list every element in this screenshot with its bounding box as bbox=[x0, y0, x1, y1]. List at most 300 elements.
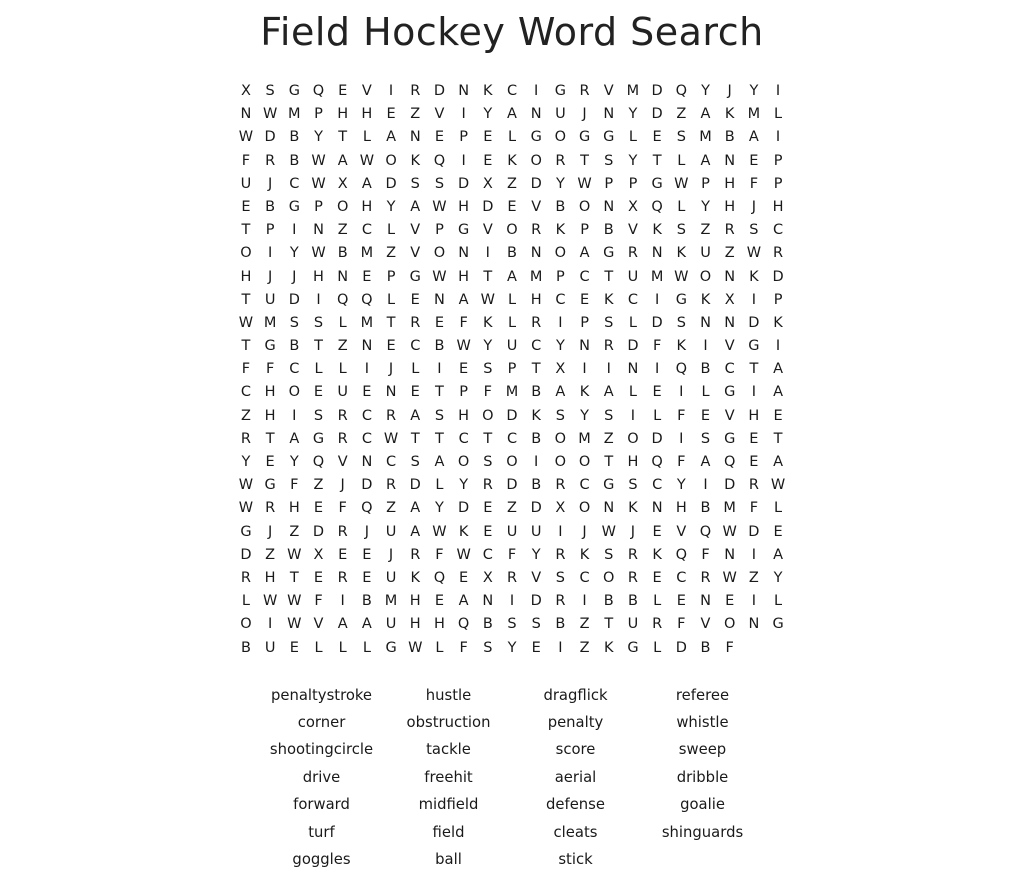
grid-letter[interactable]: L bbox=[507, 314, 517, 331]
grid-letter[interactable]: C bbox=[289, 361, 300, 378]
grid-letter[interactable]: H bbox=[530, 291, 542, 308]
grid-letter[interactable]: S bbox=[676, 129, 686, 146]
word-list-item[interactable]: whistle bbox=[676, 714, 729, 732]
grid-letter[interactable]: Y bbox=[749, 83, 759, 99]
grid-letter[interactable]: F bbox=[435, 546, 444, 563]
grid-letter[interactable]: N bbox=[579, 338, 590, 355]
grid-letter[interactable]: W bbox=[238, 477, 254, 494]
grid-letter[interactable]: K bbox=[531, 407, 541, 424]
grid-letter[interactable]: F bbox=[459, 639, 468, 656]
grid-letter[interactable]: S bbox=[628, 477, 638, 494]
grid-letter[interactable]: W bbox=[722, 523, 737, 540]
grid-letter[interactable]: K bbox=[579, 546, 590, 563]
grid-letter[interactable]: E bbox=[700, 407, 711, 424]
grid-letter[interactable]: H bbox=[433, 616, 445, 633]
word-list-item[interactable]: tackle bbox=[426, 741, 471, 759]
grid-letter[interactable]: Z bbox=[289, 523, 300, 540]
grid-letter[interactable]: E bbox=[410, 291, 420, 308]
grid-letter[interactable]: Y bbox=[676, 477, 686, 494]
grid-letter[interactable]: F bbox=[749, 175, 759, 192]
grid-letter[interactable]: E bbox=[289, 639, 299, 656]
grid-letter[interactable]: W bbox=[601, 523, 616, 540]
grid-letter[interactable]: N bbox=[603, 198, 615, 215]
grid-letter[interactable]: C bbox=[458, 430, 469, 447]
grid-letter[interactable]: W bbox=[480, 291, 495, 308]
grid-letter[interactable]: E bbox=[459, 569, 469, 586]
word-list-item[interactable]: score bbox=[555, 741, 596, 759]
grid-letter[interactable]: W bbox=[383, 430, 399, 447]
grid-letter[interactable]: H bbox=[264, 384, 276, 401]
grid-letter[interactable]: D bbox=[651, 430, 663, 447]
grid-letter[interactable]: I bbox=[437, 361, 442, 378]
grid-letter[interactable]: H bbox=[240, 268, 252, 285]
grid-letter[interactable]: A bbox=[289, 430, 300, 447]
grid-letter[interactable]: I bbox=[461, 106, 466, 123]
grid-letter[interactable]: G bbox=[724, 430, 736, 447]
grid-letter[interactable]: O bbox=[554, 129, 567, 146]
grid-letter[interactable]: T bbox=[604, 616, 614, 633]
grid-letter[interactable]: D bbox=[264, 129, 276, 146]
grid-letter[interactable]: D bbox=[433, 83, 446, 99]
grid-letter[interactable]: O bbox=[506, 454, 518, 470]
grid-letter[interactable]: I bbox=[606, 361, 611, 378]
grid-letter[interactable]: O bbox=[530, 152, 542, 169]
grid-letter[interactable]: R bbox=[386, 477, 397, 494]
grid-letter[interactable]: M bbox=[360, 314, 374, 331]
grid-letter[interactable]: S bbox=[313, 314, 324, 331]
grid-letter[interactable]: X bbox=[724, 291, 735, 308]
grid-letter[interactable]: Z bbox=[579, 639, 590, 656]
grid-letter[interactable]: D bbox=[724, 477, 736, 494]
grid-letter[interactable]: Q bbox=[457, 616, 470, 633]
grid-letter[interactable]: I bbox=[340, 593, 345, 610]
grid-letter[interactable]: R bbox=[240, 569, 251, 586]
grid-letter[interactable]: Z bbox=[337, 222, 348, 239]
grid-letter[interactable]: D bbox=[361, 477, 373, 494]
grid-letter[interactable]: K bbox=[603, 291, 614, 308]
grid-letter[interactable]: K bbox=[410, 569, 420, 586]
grid-letter[interactable]: E bbox=[773, 407, 783, 424]
grid-letter[interactable]: L bbox=[507, 291, 517, 308]
grid-letter[interactable]: W bbox=[432, 523, 447, 540]
grid-letter[interactable]: T bbox=[410, 430, 420, 447]
grid-letter[interactable]: A bbox=[773, 361, 784, 378]
grid-letter[interactable]: A bbox=[361, 175, 372, 192]
grid-letter[interactable]: E bbox=[483, 500, 493, 517]
grid-letter[interactable]: A bbox=[773, 546, 784, 563]
grid-letter[interactable]: D bbox=[772, 268, 784, 285]
grid-letter[interactable]: T bbox=[241, 222, 251, 239]
grid-letter[interactable]: Q bbox=[675, 361, 688, 378]
grid-letter[interactable]: G bbox=[748, 338, 760, 355]
grid-letter[interactable]: A bbox=[748, 129, 759, 146]
grid-letter[interactable]: O bbox=[506, 222, 518, 239]
grid-letter[interactable]: N bbox=[434, 291, 445, 308]
grid-letter[interactable]: F bbox=[338, 500, 347, 517]
grid-letter[interactable]: G bbox=[578, 129, 591, 146]
grid-letter[interactable]: A bbox=[603, 384, 614, 401]
grid-letter[interactable]: G bbox=[264, 338, 276, 355]
grid-letter[interactable]: D bbox=[506, 477, 518, 494]
grid-letter[interactable]: T bbox=[483, 268, 493, 285]
grid-letter[interactable]: Z bbox=[748, 569, 759, 586]
grid-letter[interactable]: X bbox=[627, 198, 638, 215]
grid-letter[interactable]: W bbox=[432, 268, 447, 285]
grid-letter[interactable]: N bbox=[361, 338, 373, 355]
grid-letter[interactable]: K bbox=[749, 268, 759, 285]
grid-letter[interactable]: Y bbox=[531, 546, 541, 563]
grid-letter[interactable]: Z bbox=[603, 430, 614, 447]
grid-letter[interactable]: L bbox=[435, 477, 444, 494]
grid-letter[interactable]: C bbox=[386, 454, 397, 470]
grid-letter[interactable]: L bbox=[628, 384, 637, 401]
grid-letter[interactable]: Z bbox=[386, 245, 397, 262]
grid-letter[interactable]: U bbox=[530, 523, 542, 540]
grid-letter[interactable]: R bbox=[265, 152, 276, 169]
grid-letter[interactable]: D bbox=[748, 314, 760, 331]
grid-letter[interactable]: W bbox=[262, 593, 278, 610]
grid-letter[interactable]: P bbox=[773, 175, 783, 192]
grid-letter[interactable]: H bbox=[337, 106, 349, 123]
grid-letter[interactable]: R bbox=[337, 430, 348, 447]
grid-letter[interactable]: A bbox=[773, 384, 784, 401]
grid-letter[interactable]: I bbox=[316, 291, 321, 308]
grid-letter[interactable]: R bbox=[627, 546, 638, 563]
grid-letter[interactable]: P bbox=[507, 361, 517, 378]
grid-letter[interactable]: F bbox=[241, 361, 251, 378]
word-list-item[interactable]: penalty bbox=[547, 714, 604, 732]
grid-letter[interactable]: Q bbox=[433, 569, 446, 586]
word-list-item[interactable]: corner bbox=[297, 714, 346, 732]
grid-letter[interactable]: B bbox=[700, 500, 711, 517]
grid-letter[interactable]: C bbox=[240, 384, 251, 401]
grid-letter[interactable]: I bbox=[534, 454, 539, 470]
grid-letter[interactable]: C bbox=[289, 175, 300, 192]
grid-letter[interactable]: Y bbox=[483, 106, 493, 123]
grid-letter[interactable]: Z bbox=[724, 245, 735, 262]
grid-letter[interactable]: S bbox=[604, 546, 614, 563]
grid-letter[interactable]: P bbox=[314, 198, 323, 215]
grid-letter[interactable]: U bbox=[555, 106, 566, 123]
grid-letter[interactable]: K bbox=[724, 106, 735, 123]
grid-letter[interactable]: A bbox=[361, 616, 372, 633]
grid-letter[interactable]: E bbox=[749, 152, 759, 169]
grid-letter[interactable]: W bbox=[746, 245, 762, 262]
grid-letter[interactable]: T bbox=[241, 291, 251, 308]
grid-letter[interactable]: W bbox=[674, 175, 689, 192]
grid-letter[interactable]: K bbox=[676, 245, 687, 262]
grid-letter[interactable]: E bbox=[265, 454, 275, 470]
grid-letter[interactable]: L bbox=[411, 361, 420, 378]
grid-letter[interactable]: F bbox=[507, 546, 517, 563]
grid-letter[interactable]: D bbox=[748, 523, 760, 540]
grid-letter[interactable]: Y bbox=[314, 129, 323, 146]
grid-letter[interactable]: C bbox=[555, 291, 566, 308]
grid-letter[interactable]: J bbox=[267, 523, 273, 540]
grid-letter[interactable]: H bbox=[361, 198, 373, 215]
grid-letter[interactable]: Z bbox=[337, 338, 348, 355]
grid-letter[interactable]: A bbox=[434, 454, 445, 470]
grid-letter[interactable]: B bbox=[289, 129, 300, 146]
grid-letter[interactable]: P bbox=[628, 175, 638, 192]
grid-letter[interactable]: E bbox=[483, 152, 493, 169]
grid-letter[interactable]: I bbox=[751, 593, 757, 610]
grid-letter[interactable]: L bbox=[338, 639, 347, 656]
grid-letter[interactable]: U bbox=[264, 639, 276, 656]
grid-letter[interactable]: Z bbox=[240, 407, 251, 424]
grid-letter[interactable]: Q bbox=[433, 152, 446, 169]
grid-letter[interactable]: Y bbox=[773, 569, 783, 586]
grid-letter[interactable]: E bbox=[434, 593, 445, 610]
grid-letter[interactable]: E bbox=[725, 593, 735, 610]
grid-letter[interactable]: N bbox=[313, 222, 324, 239]
grid-letter[interactable]: V bbox=[337, 454, 348, 470]
grid-letter[interactable]: R bbox=[555, 593, 566, 610]
grid-letter[interactable]: E bbox=[386, 338, 396, 355]
word-list-item[interactable]: freehit bbox=[424, 768, 473, 786]
grid-letter[interactable]: Y bbox=[507, 639, 517, 656]
grid-letter[interactable]: C bbox=[361, 430, 372, 447]
grid-letter[interactable]: D bbox=[651, 314, 663, 331]
grid-letter[interactable]: W bbox=[262, 106, 278, 123]
grid-letter[interactable]: S bbox=[289, 314, 299, 331]
grid-letter[interactable]: F bbox=[483, 384, 492, 401]
word-list-item[interactable]: forward bbox=[293, 796, 350, 814]
grid-letter[interactable]: Q bbox=[651, 454, 663, 470]
grid-letter[interactable]: W bbox=[311, 175, 326, 192]
grid-letter[interactable]: Y bbox=[289, 245, 299, 262]
grid-letter[interactable]: I bbox=[364, 361, 370, 378]
grid-letter[interactable]: I bbox=[267, 616, 273, 633]
grid-letter[interactable]: T bbox=[773, 430, 783, 447]
grid-letter[interactable]: B bbox=[507, 245, 517, 262]
grid-letter[interactable]: U bbox=[385, 523, 397, 540]
grid-letter[interactable]: O bbox=[433, 245, 446, 262]
grid-letter[interactable]: W bbox=[287, 616, 302, 633]
grid-letter[interactable]: O bbox=[385, 152, 397, 169]
grid-letter[interactable]: I bbox=[292, 407, 297, 424]
grid-letter[interactable]: I bbox=[679, 384, 684, 401]
grid-letter[interactable]: I bbox=[751, 546, 757, 563]
grid-letter[interactable]: Q bbox=[675, 546, 688, 563]
grid-letter[interactable]: V bbox=[410, 245, 421, 262]
grid-letter[interactable]: Z bbox=[386, 500, 397, 517]
grid-letter[interactable]: L bbox=[653, 593, 662, 610]
grid-letter[interactable]: W bbox=[456, 546, 471, 563]
grid-letter[interactable]: K bbox=[410, 152, 420, 169]
grid-letter[interactable]: G bbox=[651, 175, 663, 192]
grid-letter[interactable]: V bbox=[434, 106, 445, 123]
grid-letter[interactable]: L bbox=[362, 129, 371, 146]
grid-letter[interactable]: G bbox=[240, 523, 252, 540]
grid-letter[interactable]: J bbox=[364, 523, 370, 540]
grid-letter[interactable]: H bbox=[724, 198, 736, 215]
grid-letter[interactable]: B bbox=[434, 338, 445, 355]
grid-letter[interactable]: X bbox=[313, 546, 324, 563]
grid-letter[interactable]: Z bbox=[410, 106, 421, 123]
grid-letter[interactable]: C bbox=[627, 291, 638, 308]
grid-letter[interactable]: D bbox=[506, 407, 518, 424]
word-list-item[interactable]: turf bbox=[308, 823, 335, 841]
grid-letter[interactable]: V bbox=[700, 616, 711, 633]
grid-letter[interactable]: P bbox=[556, 268, 565, 285]
word-list-item[interactable]: sweep bbox=[678, 741, 727, 759]
grid-letter[interactable]: C bbox=[579, 477, 590, 494]
grid-letter[interactable]: Z bbox=[265, 546, 276, 563]
grid-letter[interactable]: E bbox=[652, 569, 662, 586]
grid-letter[interactable]: R bbox=[410, 314, 421, 331]
grid-letter[interactable]: R bbox=[603, 338, 614, 355]
grid-letter[interactable]: T bbox=[604, 454, 614, 470]
grid-letter[interactable]: C bbox=[579, 268, 590, 285]
grid-letter[interactable]: E bbox=[313, 500, 324, 517]
grid-letter[interactable]: H bbox=[458, 268, 470, 285]
grid-letter[interactable]: T bbox=[531, 361, 541, 378]
grid-letter[interactable]: C bbox=[410, 338, 421, 355]
grid-letter[interactable]: J bbox=[267, 175, 273, 192]
grid-letter[interactable]: G bbox=[288, 198, 300, 215]
grid-letter[interactable]: V bbox=[531, 569, 542, 586]
grid-letter[interactable]: M bbox=[626, 83, 640, 99]
grid-letter[interactable]: P bbox=[265, 222, 275, 239]
grid-letter[interactable]: H bbox=[264, 569, 276, 586]
grid-letter[interactable]: R bbox=[410, 83, 421, 99]
grid-letter[interactable]: Q bbox=[723, 454, 736, 470]
grid-letter[interactable]: T bbox=[314, 338, 323, 355]
grid-letter[interactable]: Q bbox=[361, 500, 373, 517]
grid-letter[interactable]: L bbox=[507, 129, 517, 146]
grid-letter[interactable]: E bbox=[676, 593, 686, 610]
grid-letter[interactable]: W bbox=[674, 268, 689, 285]
grid-letter[interactable]: S bbox=[555, 569, 565, 586]
grid-letter[interactable]: R bbox=[240, 430, 251, 447]
grid-letter[interactable]: E bbox=[531, 639, 541, 656]
grid-letter[interactable]: L bbox=[435, 639, 444, 656]
grid-letter[interactable]: C bbox=[773, 222, 784, 239]
grid-letter[interactable]: C bbox=[361, 407, 372, 424]
grid-letter[interactable]: G bbox=[772, 616, 784, 633]
word-list-item[interactable]: dragflick bbox=[543, 686, 608, 704]
grid-letter[interactable]: C bbox=[724, 361, 735, 378]
grid-letter[interactable]: W bbox=[287, 593, 302, 610]
grid-letter[interactable]: P bbox=[435, 222, 444, 239]
grid-letter[interactable]: W bbox=[238, 314, 254, 331]
grid-letter[interactable]: F bbox=[725, 639, 734, 656]
grid-letter[interactable]: I bbox=[654, 291, 660, 308]
grid-letter[interactable]: R bbox=[627, 569, 638, 586]
grid-letter[interactable]: F bbox=[701, 546, 710, 563]
grid-letter[interactable]: T bbox=[338, 129, 348, 146]
grid-letter[interactable]: E bbox=[362, 384, 372, 401]
grid-letter[interactable]: T bbox=[604, 268, 614, 285]
grid-letter[interactable]: J bbox=[388, 361, 394, 378]
grid-letter[interactable]: G bbox=[554, 83, 566, 99]
grid-letter[interactable]: E bbox=[579, 291, 590, 308]
grid-letter[interactable]: G bbox=[530, 129, 542, 146]
grid-letter[interactable]: K bbox=[676, 338, 687, 355]
word-list-item[interactable]: midfield bbox=[418, 796, 479, 814]
grid-letter[interactable]: B bbox=[555, 198, 566, 215]
grid-letter[interactable]: V bbox=[531, 198, 542, 215]
grid-letter[interactable]: A bbox=[507, 268, 517, 285]
grid-letter[interactable]: A bbox=[386, 129, 397, 146]
grid-letter[interactable]: I bbox=[703, 338, 708, 355]
grid-letter[interactable]: Y bbox=[628, 152, 638, 169]
grid-letter[interactable]: G bbox=[603, 129, 615, 146]
grid-letter[interactable]: D bbox=[458, 500, 470, 517]
grid-letter[interactable]: I bbox=[582, 361, 587, 378]
grid-letter[interactable]: I bbox=[509, 593, 515, 610]
grid-letter[interactable]: S bbox=[410, 454, 420, 470]
grid-letter[interactable]: C bbox=[506, 430, 518, 447]
grid-letter[interactable]: T bbox=[652, 152, 662, 169]
word-list-item[interactable]: shootingcircle bbox=[269, 741, 374, 759]
grid-letter[interactable]: A bbox=[507, 106, 517, 123]
grid-letter[interactable]: A bbox=[700, 454, 711, 470]
grid-letter[interactable]: Z bbox=[313, 477, 324, 494]
grid-letter[interactable]: J bbox=[751, 198, 757, 215]
grid-letter[interactable]: T bbox=[435, 430, 444, 447]
word-list-item[interactable]: referee bbox=[675, 686, 730, 704]
grid-letter[interactable]: A bbox=[458, 291, 469, 308]
grid-letter[interactable]: Z bbox=[579, 616, 590, 633]
grid-letter[interactable]: J bbox=[292, 268, 297, 285]
grid-letter[interactable]: Y bbox=[459, 477, 469, 494]
grid-letter[interactable]: N bbox=[240, 106, 252, 123]
grid-letter[interactable]: T bbox=[483, 430, 493, 447]
grid-letter[interactable]: G bbox=[603, 477, 615, 494]
grid-letter[interactable]: J bbox=[630, 523, 636, 540]
grid-letter[interactable]: D bbox=[240, 546, 252, 563]
grid-letter[interactable]: V bbox=[410, 222, 421, 239]
grid-letter[interactable]: L bbox=[677, 152, 686, 169]
grid-letter[interactable]: O bbox=[482, 407, 494, 424]
grid-letter[interactable]: E bbox=[749, 454, 759, 470]
grid-letter[interactable]: T bbox=[435, 384, 444, 401]
grid-letter[interactable]: R bbox=[652, 616, 663, 633]
grid-letter[interactable]: K bbox=[483, 314, 493, 331]
grid-letter[interactable]: W bbox=[311, 152, 326, 169]
grid-letter[interactable]: O bbox=[699, 268, 712, 285]
grid-letter[interactable]: D bbox=[530, 500, 542, 517]
grid-letter[interactable]: F bbox=[314, 593, 323, 610]
grid-letter[interactable]: J bbox=[582, 523, 587, 540]
grid-letter[interactable]: H bbox=[409, 593, 421, 610]
grid-letter[interactable]: E bbox=[507, 198, 517, 215]
grid-letter[interactable]: I bbox=[775, 338, 781, 355]
grid-letter[interactable]: E bbox=[483, 523, 493, 540]
grid-letter[interactable]: P bbox=[459, 129, 468, 146]
grid-letter[interactable]: L bbox=[677, 198, 686, 215]
grid-letter[interactable]: F bbox=[290, 477, 299, 494]
grid-letter[interactable]: E bbox=[483, 129, 493, 146]
grid-letter[interactable]: I bbox=[751, 384, 757, 401]
grid-letter[interactable]: O bbox=[603, 569, 615, 586]
grid-letter[interactable]: C bbox=[361, 222, 372, 239]
grid-letter[interactable]: H bbox=[288, 500, 300, 517]
grid-letter[interactable]: L bbox=[241, 593, 250, 610]
grid-letter[interactable]: N bbox=[700, 314, 711, 331]
grid-letter[interactable]: P bbox=[459, 384, 468, 401]
grid-letter[interactable]: F bbox=[241, 152, 251, 169]
grid-letter[interactable]: H bbox=[313, 268, 324, 285]
grid-letter[interactable]: D bbox=[288, 291, 300, 308]
grid-letter[interactable]: W bbox=[432, 198, 447, 215]
grid-letter[interactable]: L bbox=[774, 106, 783, 123]
grid-letter[interactable]: N bbox=[385, 384, 397, 401]
grid-letter[interactable]: R bbox=[700, 569, 711, 586]
grid-letter[interactable]: S bbox=[434, 407, 445, 424]
